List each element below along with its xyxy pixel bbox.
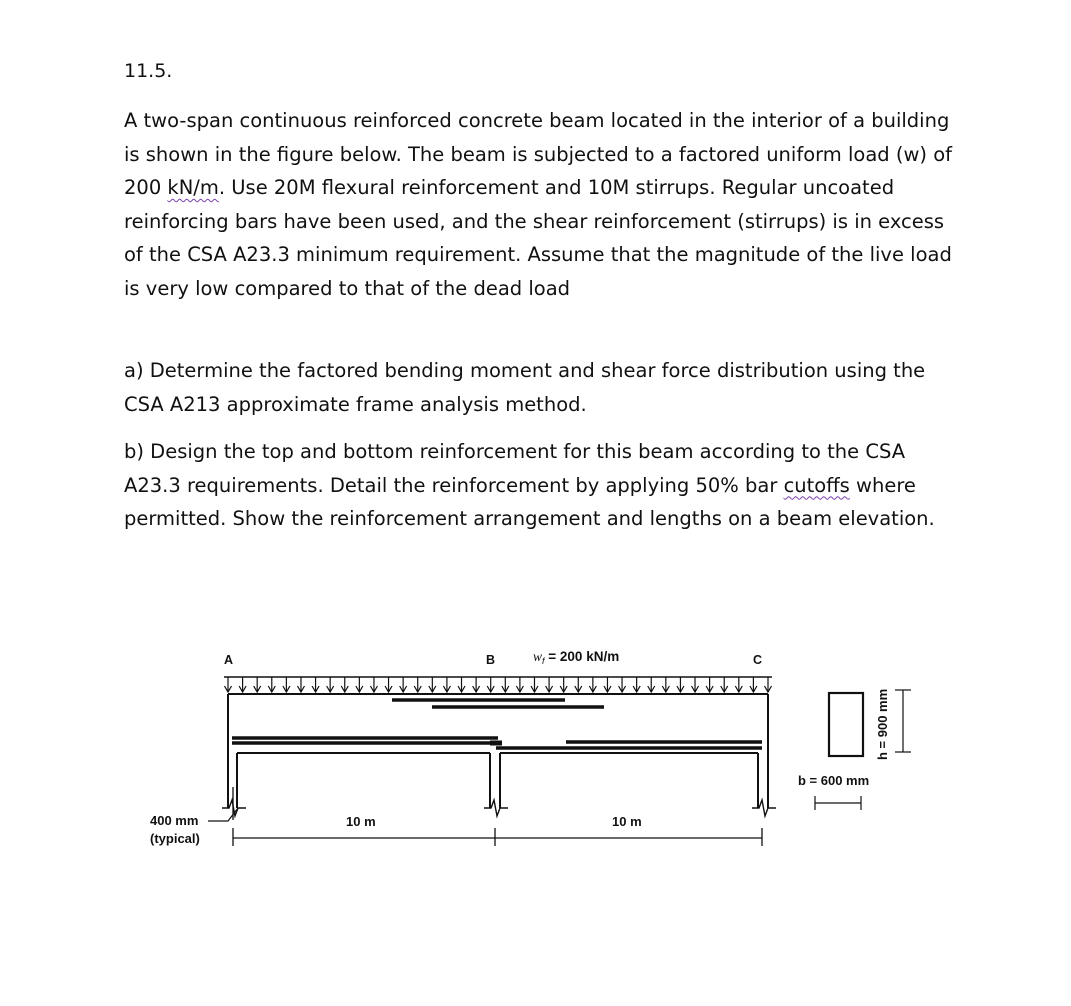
- load-arrow: [706, 677, 713, 692]
- problem-statement: A two-span continuous reinforced concrete beam located in the interior of a building is shown in the figure below. The beam is subjected to a factored uniform load (w) of 200 kN/m. Use 20M flexural reinforcement and 10M stirrups. Regular uncoated reinforcing bars have been used, and the shear reinforcement (stirrups) is in excess of the CSA A23.3 minimum requirement. Assume that the magnitude of the live load is very low compared to that of the dead load: [124, 109, 953, 300]
- load-arrow: [429, 677, 436, 692]
- load-arrow: [327, 677, 334, 692]
- support-label-a: A: [224, 653, 234, 667]
- load-arrow: [546, 677, 553, 692]
- load-arrow: [589, 677, 596, 692]
- load-arrow: [721, 677, 728, 692]
- reinforcement-bars: [232, 700, 762, 748]
- load-arrow: [370, 677, 377, 692]
- section-height-label: h = 900 mm: [875, 688, 890, 760]
- load-arrow: [458, 677, 465, 692]
- section-rectangle: [829, 693, 863, 756]
- spellcheck-flag-kn-m: kN/m: [167, 176, 219, 199]
- load-label: $w_f = 200$ kN/m: [533, 649, 620, 666]
- column-size-label: 400 mm: [150, 813, 199, 828]
- load-arrow: [604, 677, 611, 692]
- load-arrow: [385, 677, 392, 692]
- load-arrow: [312, 677, 319, 692]
- cross-section: [815, 690, 911, 810]
- load-arrow: [268, 677, 275, 692]
- load-arrow: [662, 677, 669, 692]
- load-arrow: [677, 677, 684, 692]
- load-arrow: [735, 677, 742, 692]
- load-arrow: [254, 677, 261, 692]
- load-arrow: [400, 677, 407, 692]
- load-arrow: [356, 677, 363, 692]
- load-arrow: [225, 677, 232, 692]
- load-arrow: [575, 677, 582, 692]
- load-arrow: [239, 677, 246, 692]
- part-b-text: b) Design the top and bottom reinforcement for this beam according to the CSA A23.3 requirements. Detail the reinforcement by applying 50% bar cutoffs where permitted. Show the reinforcement arrangement and lengths on a beam elevation.: [124, 440, 935, 530]
- load-arrow: [765, 677, 772, 692]
- load-arrow: [341, 677, 348, 692]
- column-size-note: (typical): [150, 831, 200, 846]
- load-arrow: [283, 677, 290, 692]
- load-arrow: [297, 677, 304, 692]
- load-arrow: [531, 677, 538, 692]
- load-arrow: [750, 677, 757, 692]
- span1-length: 10 m: [346, 814, 376, 829]
- spellcheck-flag-cutoffs: cutoffs: [783, 473, 850, 497]
- load-arrow: [633, 677, 640, 692]
- load-arrow: [560, 677, 567, 692]
- load-arrow: [619, 677, 626, 692]
- section-width-label: b = 600 mm: [798, 773, 870, 788]
- load-arrow: [516, 677, 523, 692]
- support-label-c: C: [753, 653, 763, 667]
- load-arrow: [473, 677, 480, 692]
- span2-length: 10 m: [612, 814, 642, 829]
- support-label-b: B: [486, 653, 496, 667]
- load-arrow: [443, 677, 450, 692]
- load-arrow: [502, 677, 509, 692]
- beam-outline: [228, 694, 768, 808]
- load-arrow: [487, 677, 494, 692]
- load-arrow: [648, 677, 655, 692]
- distributed-load-arrows: [225, 677, 772, 692]
- load-arrow: [414, 677, 421, 692]
- part-a-text: a) Determine the factored bending moment and shear force distribution using the CSA A213 approximate frame analysis method.: [124, 359, 926, 416]
- problem-number: 11.5.: [124, 60, 173, 82]
- load-arrow: [692, 677, 699, 692]
